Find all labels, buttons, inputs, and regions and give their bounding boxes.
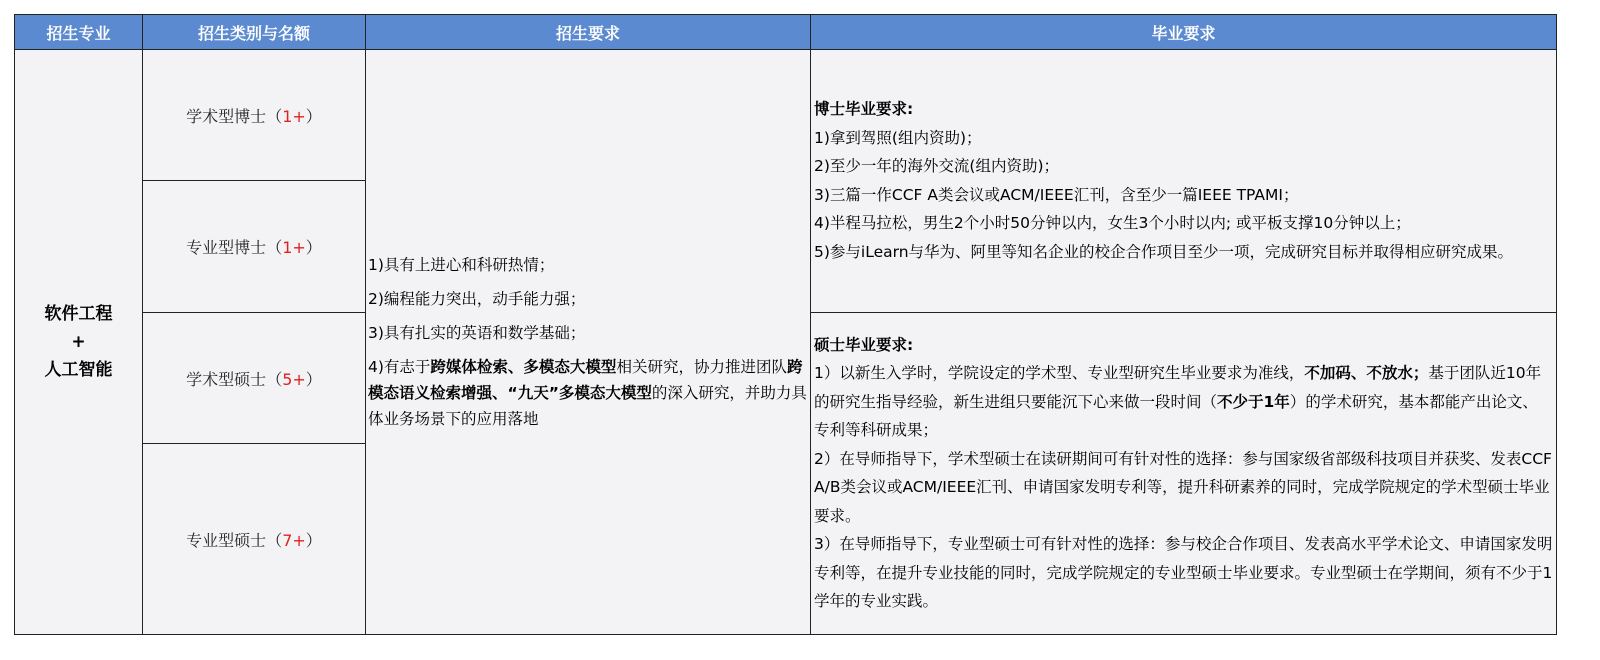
category-academic-master: 学术型硕士（5+） <box>143 312 366 443</box>
phd-graduation-item: 4)半程马拉松，男生2个小时50分钟以内，女生3个小时以内; 或平板支撑10分钟以上； <box>814 214 1411 233</box>
quota-value: 1+ <box>282 106 306 126</box>
phd-graduation-item: 2)至少一年的海外交流(组内资助)； <box>814 157 1060 176</box>
quota-value: 1+ <box>282 238 306 258</box>
major-line-3: 人工智能 <box>44 360 113 380</box>
category-academic-phd: 学术型博士（1+） <box>143 50 366 181</box>
table-row <box>15 50 1557 181</box>
master-graduation-title: 硕士毕业要求: <box>814 335 914 354</box>
category-name: 学术型博士 <box>186 106 267 126</box>
header-graduation: 毕业要求 <box>811 15 1557 50</box>
quota-value: 7+ <box>282 530 306 550</box>
quota-value: 5+ <box>282 369 306 389</box>
master-graduation-item: 1）以新生入学时，学院设定的学术型、专业型研究生毕业要求为准线，不加码、不放水；基于团队近10年的研究生指导经验，新生进组只要能沉下心来做一段时间（不少于1年）的学术研究，基本都能产出论文、专利等科研成果； <box>814 364 1542 440</box>
phd-graduation-title: 博士毕业要求: <box>814 100 914 119</box>
requirements-cell <box>366 50 811 635</box>
header-requirements: 招生要求 <box>366 15 811 50</box>
category-professional-phd: 专业型博士（1+） <box>143 181 366 312</box>
phd-graduation-item: 5)参与iLearn与华为、阿里等知名企业的校企合作项目至少一项，完成研究目标并取得相应研究成果。 <box>814 242 1514 261</box>
category-name: 专业型博士 <box>186 238 267 258</box>
requirement-4: 4)有志于跨媒体检索、多模态大模型相关研究，协力推进团队跨模态语义检索增强、“九天”多模态大模型的深入研究，并助力具体业务场景下的应用落地 <box>368 358 807 428</box>
master-graduation-cell <box>811 312 1557 634</box>
admissions-table <box>14 14 1557 635</box>
header-category: 招生类别与名额 <box>143 15 366 50</box>
category-name: 专业型硕士 <box>186 530 267 550</box>
major-line-2: + <box>71 332 86 352</box>
master-graduation-item: 2）在导师指导下，学术型硕士在读研期间可有针对性的选择：参与国家级省部级科技项目并获奖、发表CCF A/B类会议或ACM/IEEE汇刊、申请国家发明专利等，提升科研素养的同时，完成学院规定的学术型硕士毕业要求。 <box>814 449 1552 525</box>
requirement-3: 3)具有扎实的英语和数学基础； <box>368 324 586 342</box>
category-name: 学术型硕士 <box>186 369 267 389</box>
phd-graduation-item: 1)拿到驾照(组内资助)； <box>814 128 982 147</box>
major-cell <box>15 50 143 635</box>
header-row <box>15 15 1557 50</box>
requirement-2: 2)编程能力突出，动手能力强； <box>368 290 586 308</box>
category-professional-master: 专业型硕士（7+） <box>143 444 366 635</box>
phd-graduation-item: 3)三篇一作CCF A类会议或ACM/IEEE汇刊，含至少一篇IEEE TPAMI； <box>814 185 1299 204</box>
phd-graduation-cell <box>811 50 1557 313</box>
major-line-1: 软件工程 <box>44 304 113 324</box>
header-major: 招生专业 <box>15 15 143 50</box>
master-graduation-item: 3）在导师指导下，专业型硕士可有针对性的选择：参与校企合作项目、发表高水平学术论文、申请国家发明专利等，在提升专业技能的同时，完成学院规定的专业型硕士毕业要求。专业型硕士在学期间，须有不少于1学年的专业实践。 <box>814 535 1553 611</box>
requirement-1: 1)具有上进心和科研热情； <box>368 256 555 274</box>
